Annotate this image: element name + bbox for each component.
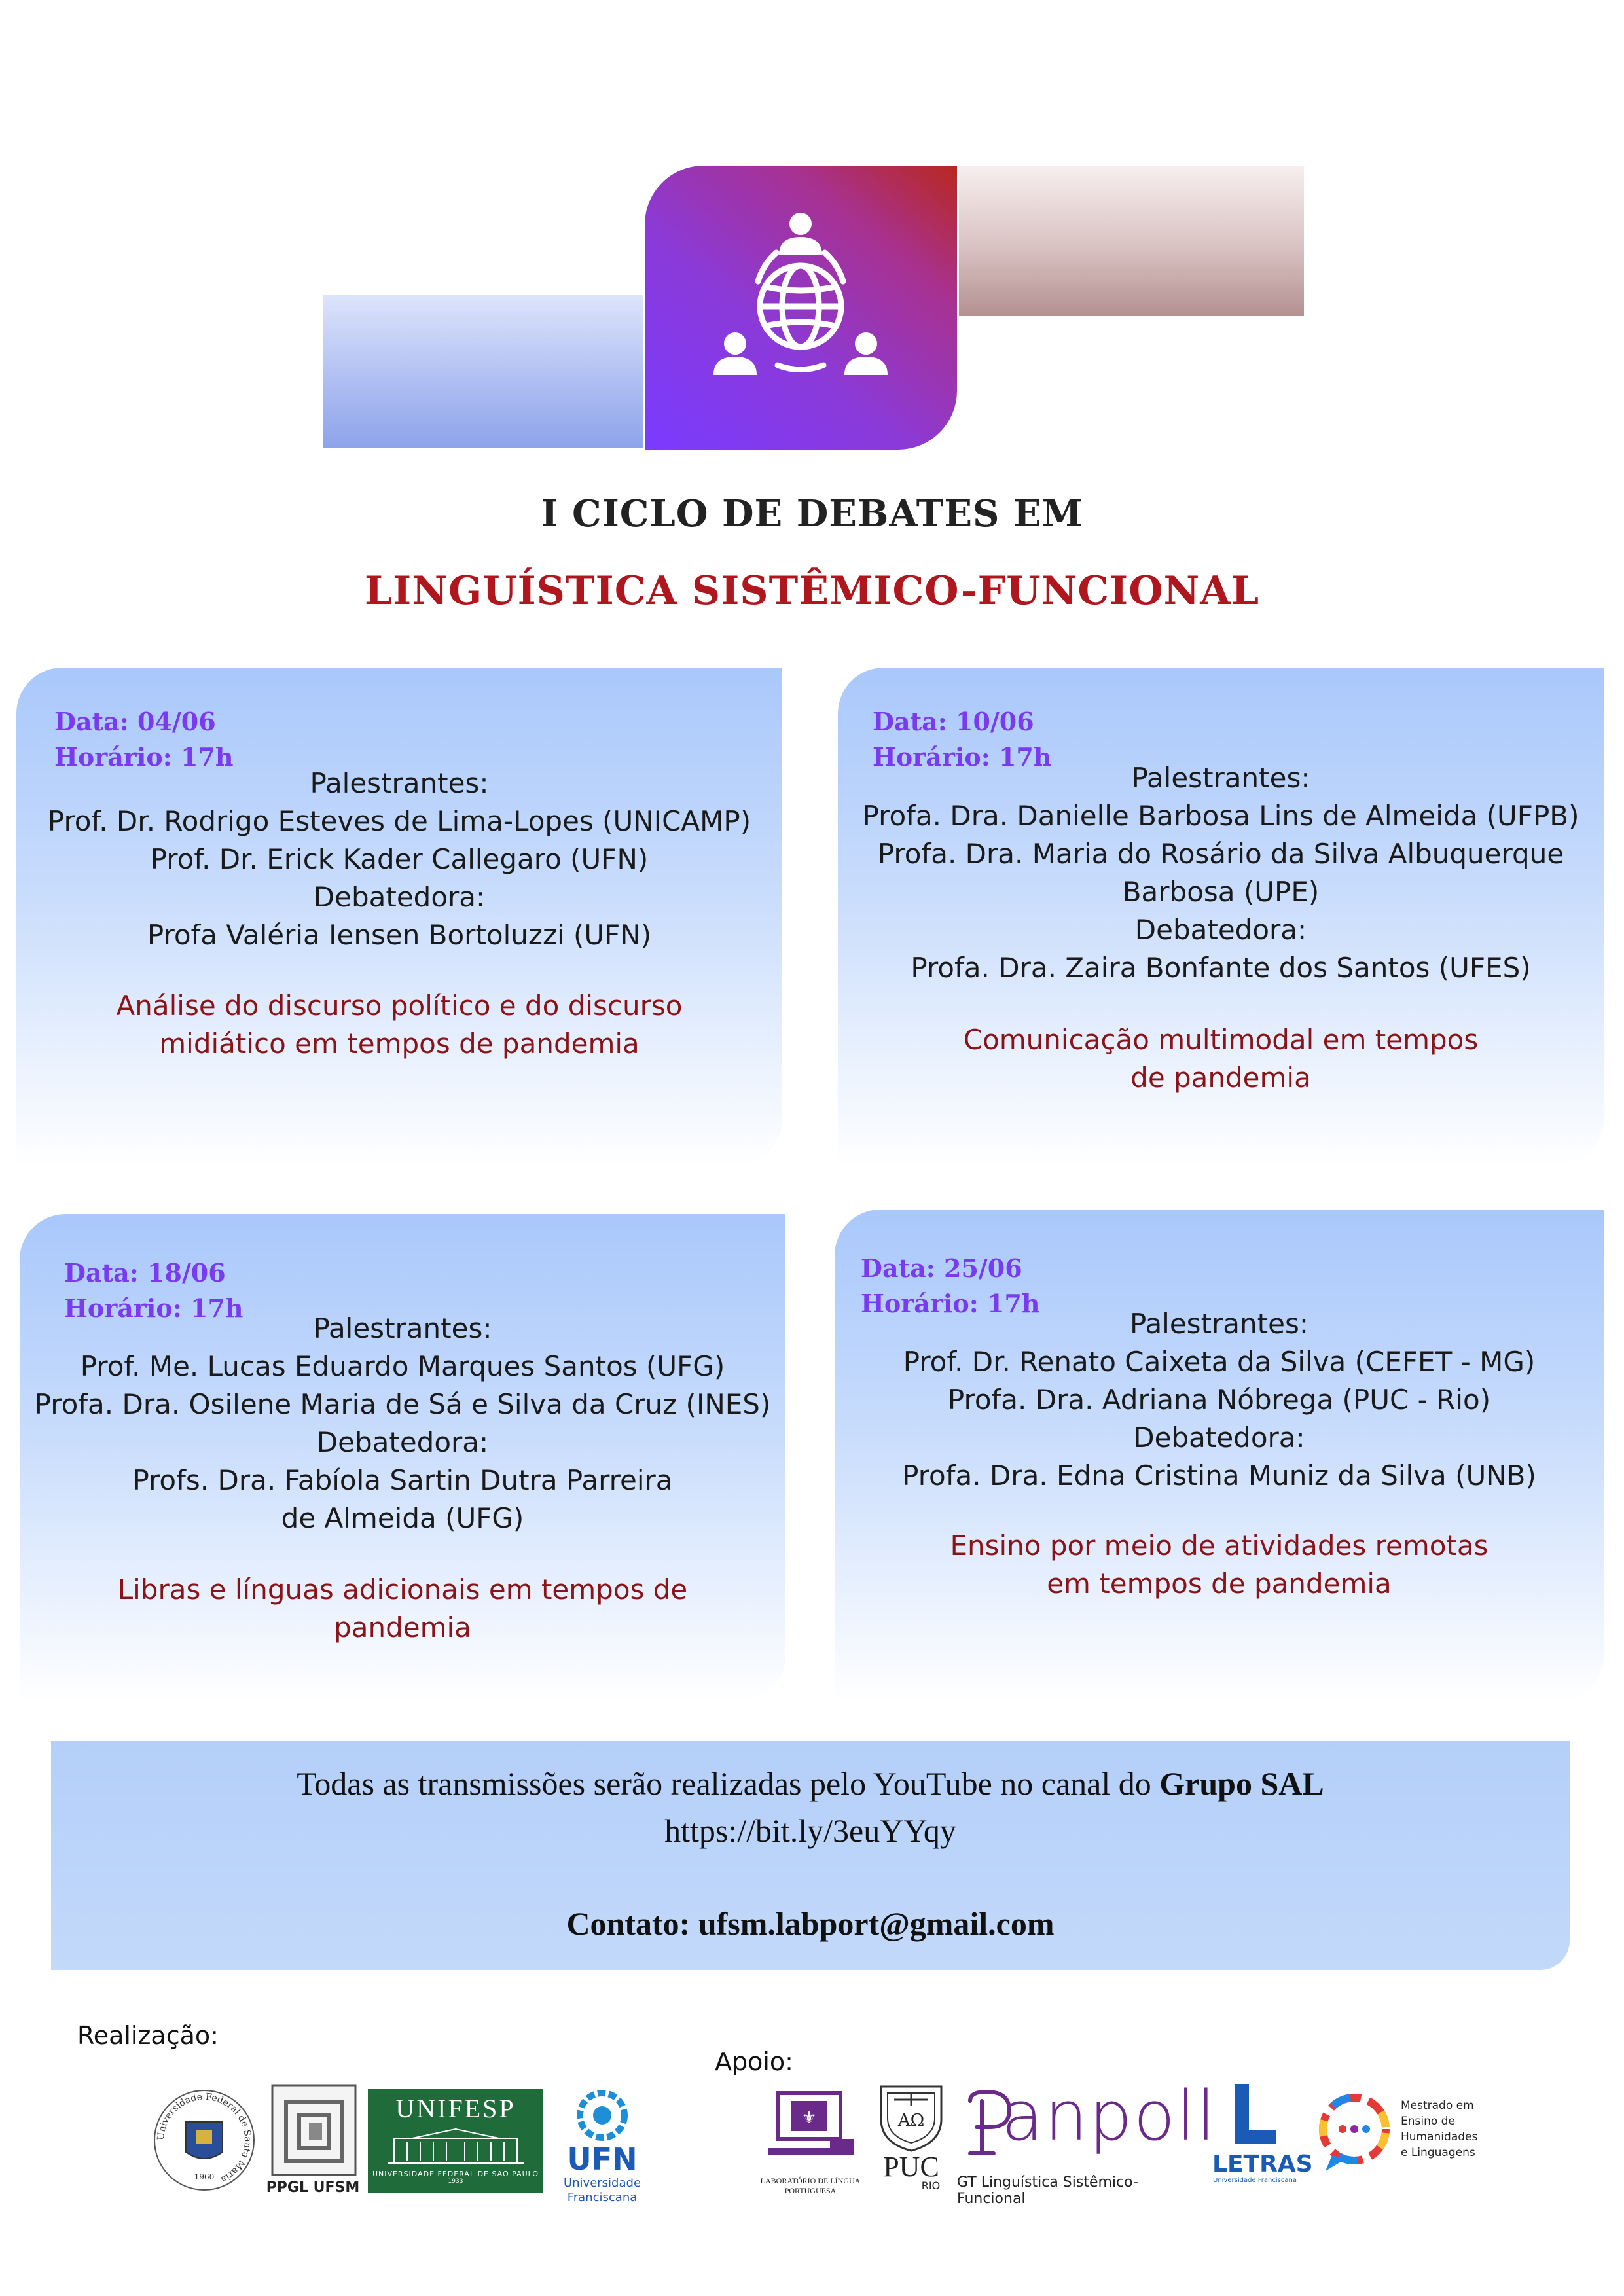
topic-line: Análise do discurso político e do discurso bbox=[116, 990, 683, 1022]
ufsm-seal-year: 1960 bbox=[194, 2172, 215, 2181]
unifesp-building-icon bbox=[368, 2124, 543, 2170]
debater-line: Profa. Dra. Zaira Bonfante dos Santos (UFES) bbox=[911, 952, 1531, 984]
header-right-block bbox=[959, 166, 1304, 316]
anpoll-caption: GT Linguística Sistêmico-Funcional bbox=[957, 2174, 1138, 2207]
session-date: Data: 04/06 bbox=[54, 707, 216, 736]
speaker-line: Prof. Dr. Rodrigo Esteves de Lima-Lopes (UNICAMP) bbox=[47, 805, 751, 837]
youtube-link[interactable]: https://bit.ly/3euYYqy bbox=[664, 1812, 956, 1849]
labport-caption: LABORATÓRIO DE LÍNGUA PORTUGUESA bbox=[760, 2176, 861, 2195]
session-time: Horário: 17h bbox=[861, 1289, 1040, 1318]
session-topic bbox=[835, 1527, 1604, 1603]
speaker-line: Barbosa (UPE) bbox=[1122, 876, 1320, 908]
topic-line: Ensino por meio de atividades remotas bbox=[950, 1530, 1489, 1562]
ppgl-ufsm-caption: PPGL UFSM bbox=[266, 2179, 360, 2196]
session-time: Horário: 17h bbox=[873, 742, 1052, 772]
session-card-1 bbox=[16, 668, 782, 1165]
letras-name: LETRAS bbox=[1212, 2151, 1313, 2178]
ufsm-seal-text: Universidade Federal de Santa Maria bbox=[155, 2091, 253, 2185]
session-date: Data: 18/06 bbox=[64, 1258, 226, 1287]
ufn-name: UFN bbox=[567, 2142, 638, 2177]
mestrado-line: Mestrado em bbox=[1401, 2099, 1474, 2112]
streaming-banner bbox=[51, 1741, 1570, 1970]
svg-text:⚜: ⚜ bbox=[801, 2108, 817, 2128]
mestrado-line: Ensino de bbox=[1401, 2115, 1455, 2128]
speaker-line: Profa. Dra. Danielle Barbosa Lins de Almeida (UFPB) bbox=[862, 800, 1579, 832]
contact-email[interactable]: Contato: ufsm.labport@gmail.com bbox=[566, 1905, 1055, 1942]
session-people bbox=[16, 764, 782, 954]
ufsm-seal-icon bbox=[152, 2088, 257, 2193]
mestrado-line: e Linguagens bbox=[1401, 2146, 1475, 2159]
mestrado-text bbox=[1401, 2098, 1477, 2161]
unifesp-name: UNIFESP bbox=[395, 2094, 516, 2123]
channel-name: Grupo SAL bbox=[1159, 1765, 1324, 1802]
debater-heading: Debatedora: bbox=[1133, 1422, 1305, 1454]
debater-heading: Debatedora: bbox=[316, 1426, 489, 1458]
session-time: Horário: 17h bbox=[64, 1293, 244, 1323]
speaker-line: Prof. Dr. Renato Caixeta da Silva (CEFET - MG) bbox=[903, 1346, 1536, 1378]
streaming-text: Todas as transmissões serão realizadas pelo YouTube no canal do bbox=[297, 1765, 1160, 1802]
mestrado-line: Humanidades bbox=[1401, 2130, 1478, 2144]
apoio-label: Apoio: bbox=[715, 2047, 793, 2076]
session-card-3 bbox=[20, 1214, 785, 1702]
ufn-sub2: Franciscana bbox=[567, 2191, 638, 2204]
topic-line: em tempos de pandemia bbox=[1047, 1568, 1392, 1600]
speaker-line: Profa. Dra. Adriana Nóbrega (PUC - Rio) bbox=[947, 1384, 1491, 1416]
session-people bbox=[838, 759, 1604, 987]
letras-sub: Universidade Franciscana bbox=[1213, 2177, 1297, 2184]
streaming-info bbox=[51, 1765, 1570, 1803]
event-title-line2: LINGUÍSTICA SISTÊMICO-FUNCIONAL bbox=[364, 568, 1260, 614]
debater-heading: Debatedora: bbox=[1134, 914, 1307, 946]
unifesp-year: 1933 bbox=[448, 2178, 463, 2185]
svg-text:ΑΩ: ΑΩ bbox=[897, 2111, 925, 2130]
topic-line: midiático em tempos de pandemia bbox=[159, 1028, 640, 1060]
debater-line: Profa Valéria Iensen Bortoluzzi (UFN) bbox=[147, 919, 652, 951]
anpoll-name: anpoll bbox=[1001, 2076, 1218, 2156]
header-left-block bbox=[323, 295, 643, 448]
debater-heading: Debatedora: bbox=[313, 881, 486, 913]
session-card-4 bbox=[835, 1210, 1604, 1702]
session-card-2 bbox=[838, 668, 1604, 1165]
event-title-line1: I CICLO DE DEBATES EM bbox=[541, 492, 1083, 535]
unifesp-logo-icon bbox=[368, 2089, 543, 2193]
session-topic bbox=[16, 987, 782, 1063]
speakers-heading: Palestrantes: bbox=[1130, 1308, 1308, 1340]
topic-line: pandemia bbox=[334, 1611, 471, 1643]
session-topic bbox=[838, 1021, 1604, 1097]
debater-line: Profa. Dra. Edna Cristina Muniz da Silva (UNB) bbox=[902, 1460, 1536, 1492]
session-date: Data: 25/06 bbox=[861, 1253, 1022, 1283]
topic-line: Libras e línguas adicionais em tempos de bbox=[117, 1573, 688, 1605]
ppgl-ufsm-logo-icon bbox=[270, 2083, 358, 2178]
puc-sub: RIO bbox=[921, 2179, 941, 2192]
puc-name: PUC bbox=[883, 2151, 939, 2183]
unifesp-fullname: UNIVERSIDADE FEDERAL DE SÃO PAULO bbox=[372, 2170, 539, 2178]
speakers-heading: Palestrantes: bbox=[313, 1312, 492, 1344]
puc-rio-crest-icon bbox=[875, 2080, 948, 2153]
ufn-sub1: Universidade bbox=[563, 2176, 641, 2190]
session-people bbox=[835, 1305, 1604, 1495]
letras-logo-icon bbox=[1229, 2081, 1282, 2147]
speaker-line: Prof. Dr. Erick Kader Callegaro (UFN) bbox=[150, 843, 649, 875]
session-date: Data: 10/06 bbox=[873, 707, 1034, 736]
topic-line: de pandemia bbox=[1130, 1062, 1311, 1094]
speaker-line: Profa. Dra. Osilene Maria de Sá e Silva da Cruz (INES) bbox=[34, 1388, 771, 1420]
session-time: Horário: 17h bbox=[54, 742, 234, 772]
session-topic bbox=[20, 1571, 785, 1647]
speakers-heading: Palestrantes: bbox=[310, 767, 489, 799]
speakers-heading: Palestrantes: bbox=[1131, 762, 1310, 794]
topic-line: Comunicação multimodal em tempos bbox=[963, 1024, 1479, 1056]
speaker-line: Profa. Dra. Maria do Rosário da Silva Albuquerque bbox=[877, 838, 1564, 870]
ufn-logo-icon bbox=[576, 2089, 628, 2142]
speaker-line: Prof. Me. Lucas Eduardo Marques Santos (UFG) bbox=[80, 1350, 725, 1382]
debater-line: de Almeida (UFG) bbox=[281, 1502, 524, 1534]
session-people bbox=[20, 1310, 785, 1537]
mestrado-logo-icon bbox=[1312, 2090, 1396, 2174]
realizacao-label: Realização: bbox=[77, 2021, 219, 2050]
labport-logo-icon bbox=[765, 2089, 857, 2174]
people-globe-icon bbox=[706, 209, 895, 399]
debater-line: Profs. Dra. Fabíola Sartin Dutra Parreira bbox=[132, 1464, 673, 1496]
